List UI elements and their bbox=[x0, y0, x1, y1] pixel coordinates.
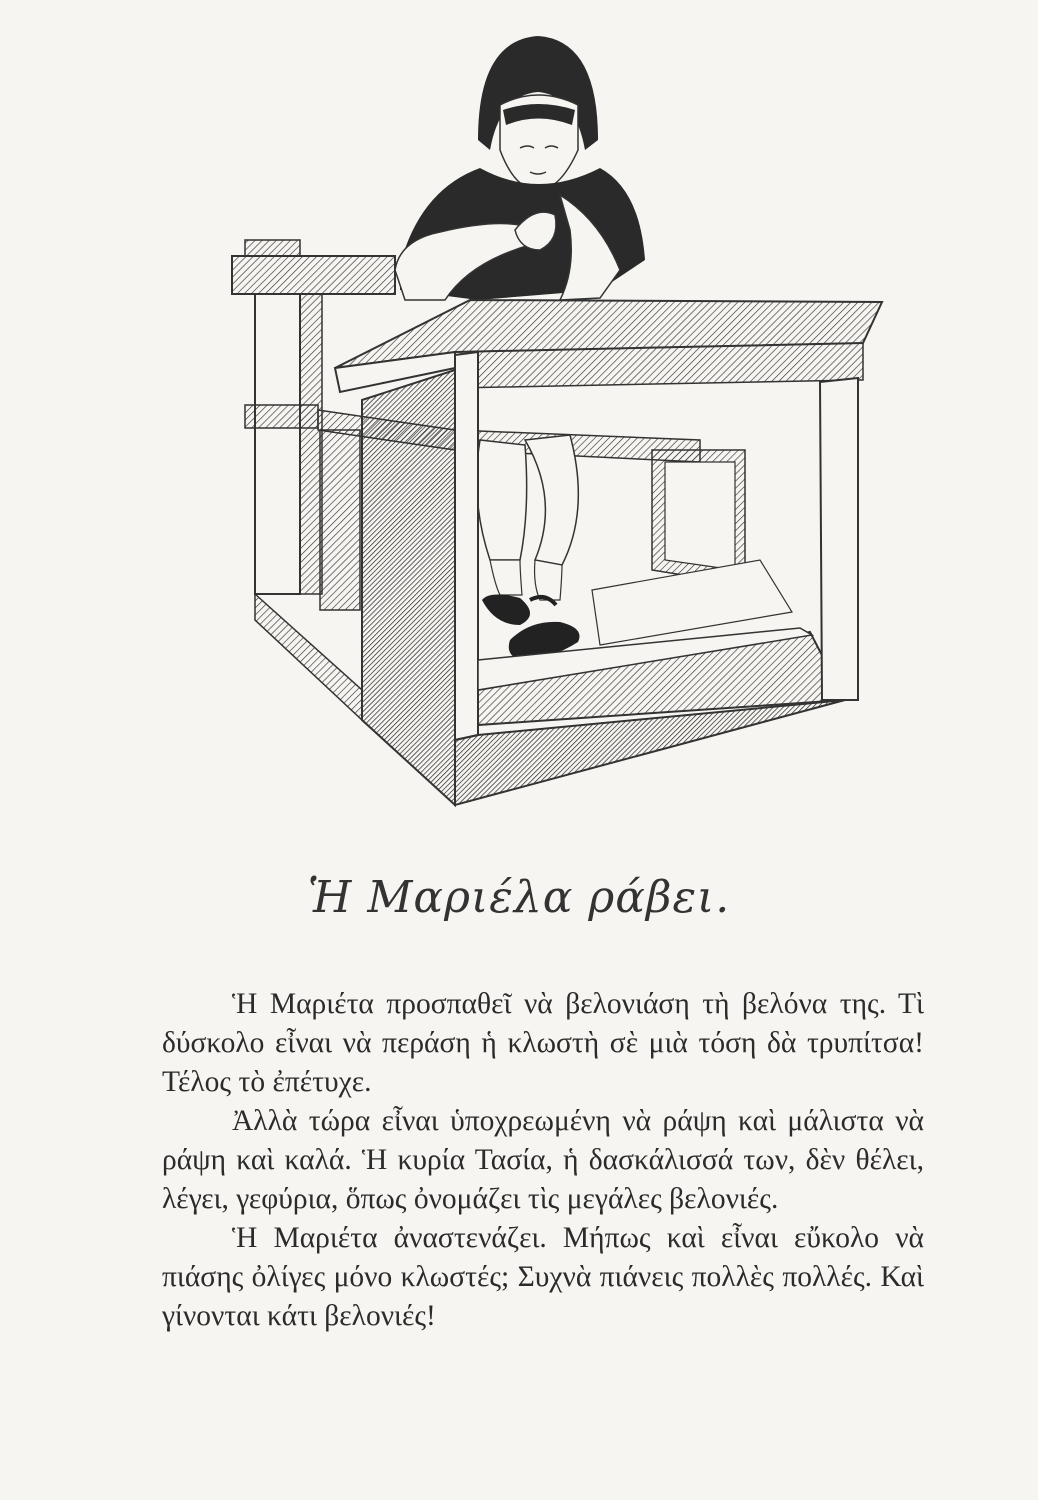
paragraph-2: Ἀλλὰ τώρα εἶναι ὑποχρεωμένη νὰ ράψη καὶ μάλιστα νὰ ράψη καὶ καλά. Ἡ κυρία Τασία, ἡ δασκάλισσά των, δὲν θέλει, λέγει, γεφύρια, ὅπως ὀνομάζει τὶς μεγάλες βελονιές. bbox=[162, 1105, 924, 1215]
body-text bbox=[162, 985, 924, 1336]
page-title: Ἡ Μαριέλα ράβει. bbox=[307, 872, 731, 923]
paragraph-3: Ἡ Μαριέτα ἀναστενάζει. Μήπως καὶ εἶναι εὔκολο νὰ πιάσης ὀλίγες μόνο κλωστές; Συχνὰ πιάνεις πολλὲς πολλές. Καὶ γίνονται κάτι βελονιές! bbox=[162, 1222, 924, 1332]
girl-legs bbox=[477, 435, 580, 660]
desk-top bbox=[335, 300, 882, 392]
illustration-girl-sewing-at-desk bbox=[150, 20, 910, 820]
paragraph-1: Ἡ Μαριέτα προσπαθεῖ νὰ βελονιάση τὴ βελόνα της. Τὶ δύσκολο εἶναι νὰ περάση ἡ κλωστὴ σὲ μιὰ τόση δὰ τρυπίτσα! Τέλος τὸ ἐπέτυχε. bbox=[162, 988, 924, 1098]
girl-figure bbox=[395, 36, 645, 300]
